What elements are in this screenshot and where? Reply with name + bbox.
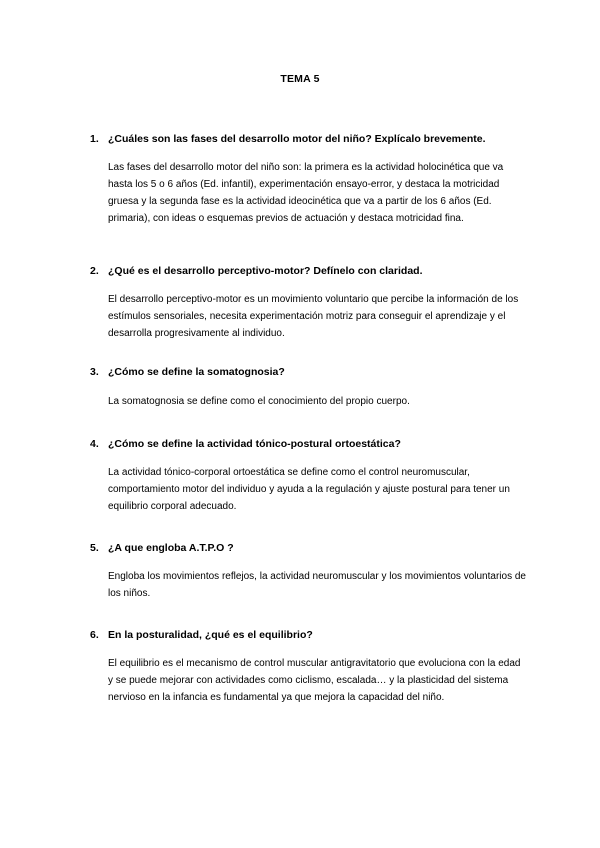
answer-text: La actividad tónico-corporal ortoestática se define como el control neuromuscular, comportamiento motor del individuo y ayuda a la regulación y ajuste postural para tener un equilibrio corporal adecuado. [108, 467, 510, 512]
question-text: ¿Qué es el desarrollo perceptivo-motor? Defínelo con claridad. [108, 265, 423, 277]
answer-text: El equilibrio es el mecanismo de control muscular antigravitatorio que evoluciona con la edad y se puede mejorar con actividades como ciclismo, escalada… y la plasticidad del sistema nervioso en la infancia es fundamental ya que mejora la capacidad del niño. [108, 658, 521, 703]
answer-text: Engloba los movimientos reflejos, la actividad neuromuscular y los movimientos voluntarios de los niños. [108, 571, 526, 599]
question-number: 4. [90, 438, 99, 450]
question-heading [90, 133, 550, 146]
question-text: En la posturalidad, ¿qué es el equilibrio? [108, 629, 313, 641]
question-text: ¿Cómo se define la actividad tónico-postural ortoestática? [108, 438, 401, 450]
question-heading [90, 265, 550, 278]
question-number: 6. [90, 629, 99, 641]
question-text: ¿A que engloba A.T.P.O ? [108, 542, 234, 554]
question-text: ¿Cómo se define la somatognosia? [108, 366, 285, 378]
question-number: 3. [90, 366, 99, 378]
question-heading [90, 366, 550, 379]
question-heading [90, 438, 550, 451]
question-number: 2. [90, 265, 99, 277]
question-heading [90, 542, 550, 555]
question-heading [90, 629, 550, 642]
question-text: ¿Cuáles son las fases del desarrollo motor del niño? Explícalo brevemente. [108, 133, 486, 145]
question-number: 5. [90, 542, 99, 554]
question-number: 1. [90, 133, 99, 145]
answer-text: El desarrollo perceptivo-motor es un movimiento voluntario que percibe la información de los estímulos sensoriales, necesita experimentación motriz para conseguir el aprendizaje y el desarrolla progresivamente al individuo. [108, 294, 519, 339]
answer-text: La somatognosia se define como el conocimiento del propio cuerpo. [108, 396, 410, 407]
page-title: TEMA 5 [280, 73, 320, 85]
answer-text: Las fases del desarrollo motor del niño son: la primera es la actividad holocinética que va hasta los 5 o 6 años (Ed. infantil), experimentación ensayo-error, y destaca la motricidad gruesa y la segunda fase es la actividad ideocinética que va a partir de los 6 años (Ed. primaria), con ideas o esquemas previos de actuación y destaca motricidad fina. [108, 162, 504, 224]
